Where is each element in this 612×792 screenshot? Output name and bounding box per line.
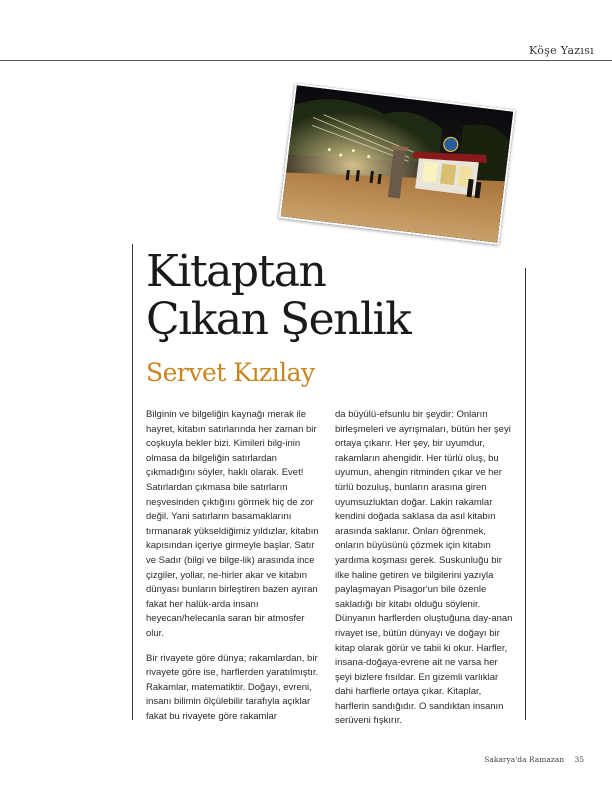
page-number: 35 bbox=[574, 755, 584, 764]
title-line-2: Çıkan Şenlik bbox=[146, 294, 411, 345]
article-title bbox=[146, 248, 410, 344]
page-footer bbox=[484, 755, 584, 764]
paragraph: Bir rivayete göre dünya; rakamlardan, bir rivayete göre ise, harflerden yaratılmıştır. Rakamlar, matematiktir. Doğayı, evreni, insanı bilimin ölçülebilir tarafıyla açıklar fakat bu rivayete göre rakamlar bbox=[146, 652, 319, 722]
right-column-rule bbox=[525, 268, 526, 720]
paragraph: Bilginin ve bilgeliğin kaynağı merak ile hayret, kitabın satırlarında her zaman bir coşkuyla bekler bizi. Kimileri bilg-inin olmasa da bilgeliğin satırlardan çıkmadığını söyler, haklı olarak. Evet! Satırlardan çıkmasa bile satırların neşvesinden çıktığını görmek hiç de zor değil. Yani satırların basamaklarını tırmanarak yükseldiğimiz yıldızlar, kitabın kapısından içeriye girmeyle başlar. Satır ve Sadır (bilgi ve bilge-lik) arasında ince çizgiler, yollar, ne-hirler akar ve kitabın dünyası bunların birleştiren bazen ayıran fakat her halük-arda insanı heyecan/helecanla saran bir atmosfer olur. bbox=[146, 409, 319, 639]
publication-name: Sakarya'da Ramazan bbox=[484, 755, 565, 764]
paragraph: da büyülü-efsunlu bir şeydir: Onların birleşmeleri ve ayrışmaları, bütün her şeyi ortaya çıkarır. Her şey, bir uyumdur, rakamların ahengidir. Her türlü oluş, bu uyumun, ahengin ritminden çıkar ve her türlü bozuluş, bunların arasına giren uyumsuzluktan doğar. Lakin rakamlar kendini doğada saklasa da asıl kitabın arasında saklanır. Onları öğrenmek, onların büyüsünü çözmek için kitabın yardıma koşması gerek. Suskunluğu bir ilke haline getiren ve bilgilerini yazıyla paylaşmayan Pisagor'un bile özenle sakladığı bir kitabı olduğu söylenir. Dünyanın harflerden oluştuğuna day-anan rivayet ise, bütün dünyayı ve doğayı bir kitap olarak görür ve tabii ki okur. Harfler, insana-doğaya-evrene ait ne varsa her şeyi bizlere fısıldar. En gizemli varlıklar dahi harflerle ortaya çıkar. Kitaplar, harflerin sandığıdır. O sandıktan insanın serüveni fışkırır. bbox=[335, 409, 513, 727]
header-divider bbox=[0, 60, 612, 61]
author-name: Servet Kızılay bbox=[146, 358, 315, 387]
section-label: Köşe Yazısı bbox=[529, 44, 594, 57]
left-column-rule bbox=[132, 244, 133, 720]
festival-photo bbox=[279, 83, 516, 245]
title-line-1: Kitaptan bbox=[146, 246, 326, 297]
article-column-left bbox=[146, 408, 322, 734]
article-column-right bbox=[335, 408, 515, 739]
